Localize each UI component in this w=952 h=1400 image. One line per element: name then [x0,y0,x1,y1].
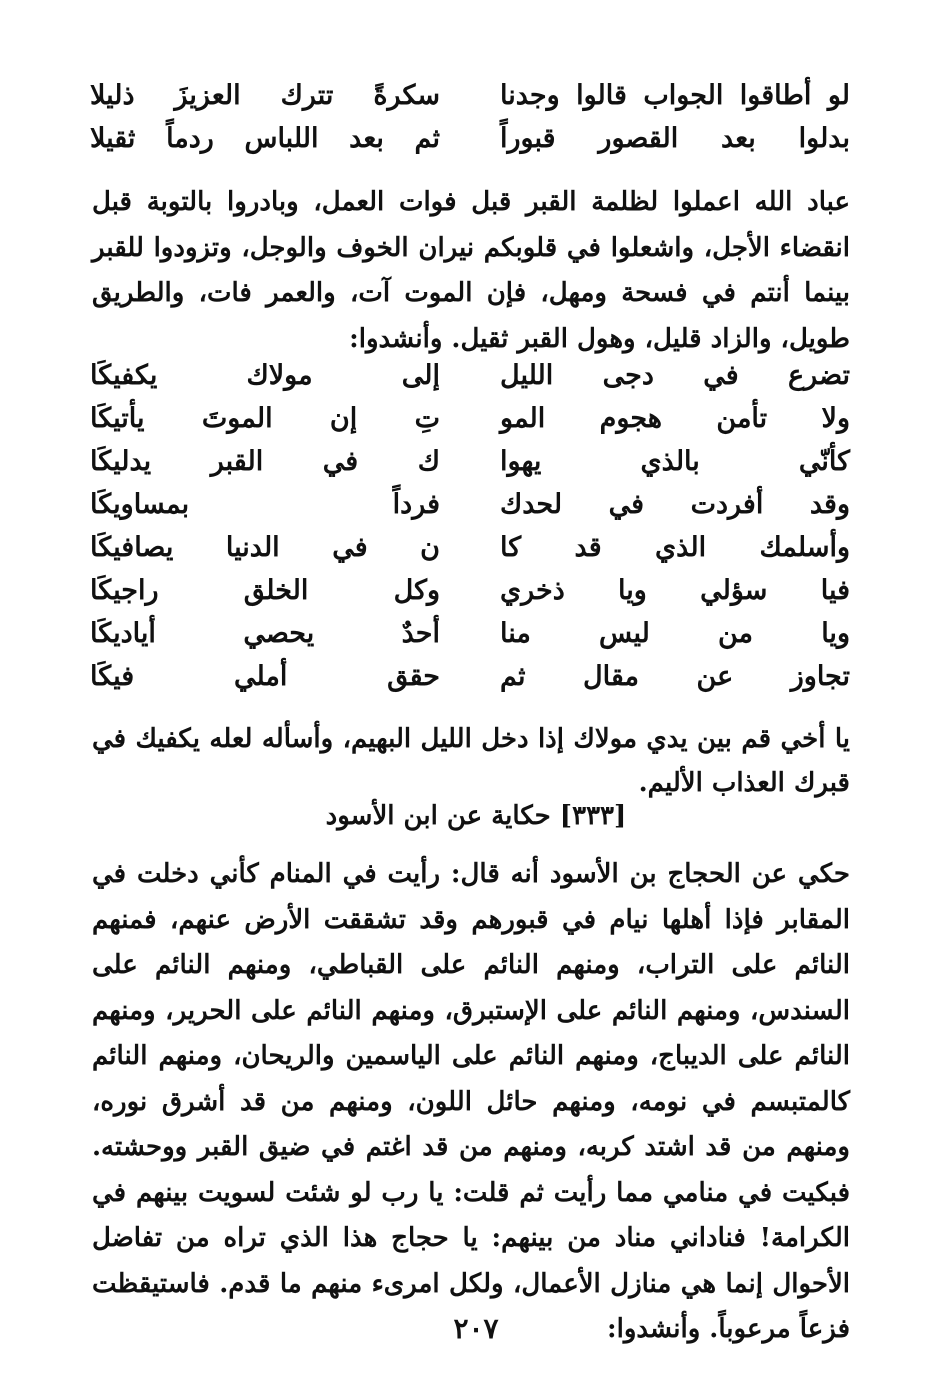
verse-second-hemistich: ك في القبر يدليكَا [90,446,440,477]
poem-top [90,74,850,160]
verse-second-hemistich: إلى مولاك يكفيكَا [90,360,440,391]
poem-verse [90,440,850,483]
paragraph-3: حكي عن الحجاج بن الأسود أنه قال: رأيت في المنام كأني دخلت في المقابر فإذا أهلها نيام في قبورهم وقد تشققت الأرض عنهم، فمنهم النائم على التراب، ومنهم النائم على القباطي، ومنهم النائم على السندس، ومنهم النائم على الإستبرق، ومنهم النائم على الحرير، ومنهم النائم على الديباج، ومنهم النائم على الياسمين والريحان، ومنهم النائم كالمتبسم في نومه، ومنهم حائل اللون، ومنهم من قد أشرق نوره، ومنهم من قد اشتد كربه، ومنهم من قد اغتم في ضيق القبر ووحشته. فبكيت في منامي مما رأيت ثم قلت: يا رب لو شئت لسويت بينهم في الكرامة! فناداني مناد من بينهم: يا حجاج هذا الذي تراه من تفاضل الأحوال إنما هي منازل الأعمال، ولكل امرىء منهم ما قدم. فاستيقظت فزعاً مرعوباً. وأنشدوا: [92,859,850,1344]
poem-verse [90,526,850,569]
verse-first-hemistich: فيا سؤلي ويا ذخري [500,575,850,606]
verse-second-hemistich: أحدٌ يحصي أياديكَا [90,618,440,649]
section-heading: [٣٣٣] حكاية عن ابن الأسود [325,801,627,831]
verse-first-hemistich: بدلوا بعد القصور قبوراً [500,123,850,154]
verse-second-hemistich: سكرةً تترك العزيزَ ذليلا [90,80,440,111]
verse-first-hemistich: ولا تأمن هجوم المو [500,403,850,434]
verse-first-hemistich: لو أطاقوا الجواب قالوا وجدنا [500,80,850,111]
poem-verse [90,483,850,526]
verse-second-hemistich: فرداً بمساويكَا [90,489,440,520]
paragraph-2: يا أخي قم بين يدي مولاك إذا دخل الليل البهيم، وأسأله لعله يكفيك في قبرك العذاب الأليم. [92,724,850,798]
verse-second-hemistich: حقق أملي فيكَا [90,661,440,692]
verse-first-hemistich: وأسلمك الذي قد كا [500,532,850,563]
verse-first-hemistich: وقد أفردت في لحدك [500,489,850,520]
poem-verse [90,117,850,160]
poem-verse [90,612,850,655]
verse-first-hemistich: تضرع في دجى الليل [500,360,850,391]
poem-verse [90,655,850,698]
paragraph-1: عباد الله اعملوا لظلمة القبر قبل فوات العمل، وبادروا بالتوبة قبل انقضاء الأجل، واشعلوا في قلوبكم نيران الخوف والوجل، وتزودوا للقبر بينما أنتم في فسحة ومهل، فإن الموت آت، والعمر فات، والطريق طويل، والزاد قليل، وهول القبر ثقيل. وأنشدوا: [92,187,850,354]
verse-second-hemistich: ثم بعد اللباس ردماً ثقيلا [90,123,440,154]
verse-first-hemistich: ويا من ليس منا [500,618,850,649]
poem-verse [90,354,850,397]
poem-verse [90,397,850,440]
poem-verse [90,74,850,117]
page-number: ٢٠٧ [453,1312,499,1345]
verse-first-hemistich: تجاوز عن مقال ثم [500,661,850,692]
verse-second-hemistich: وكل الخلق راجيكَا [90,575,440,606]
verse-second-hemistich: تِ إن الموتَ يأتيكَا [90,403,440,434]
poem-middle [90,354,850,698]
verse-first-hemistich: كأنّي بالذي يهوا [500,446,850,477]
verse-second-hemistich: ن في الدنيا يصافيكَا [90,532,440,563]
poem-verse [90,569,850,612]
